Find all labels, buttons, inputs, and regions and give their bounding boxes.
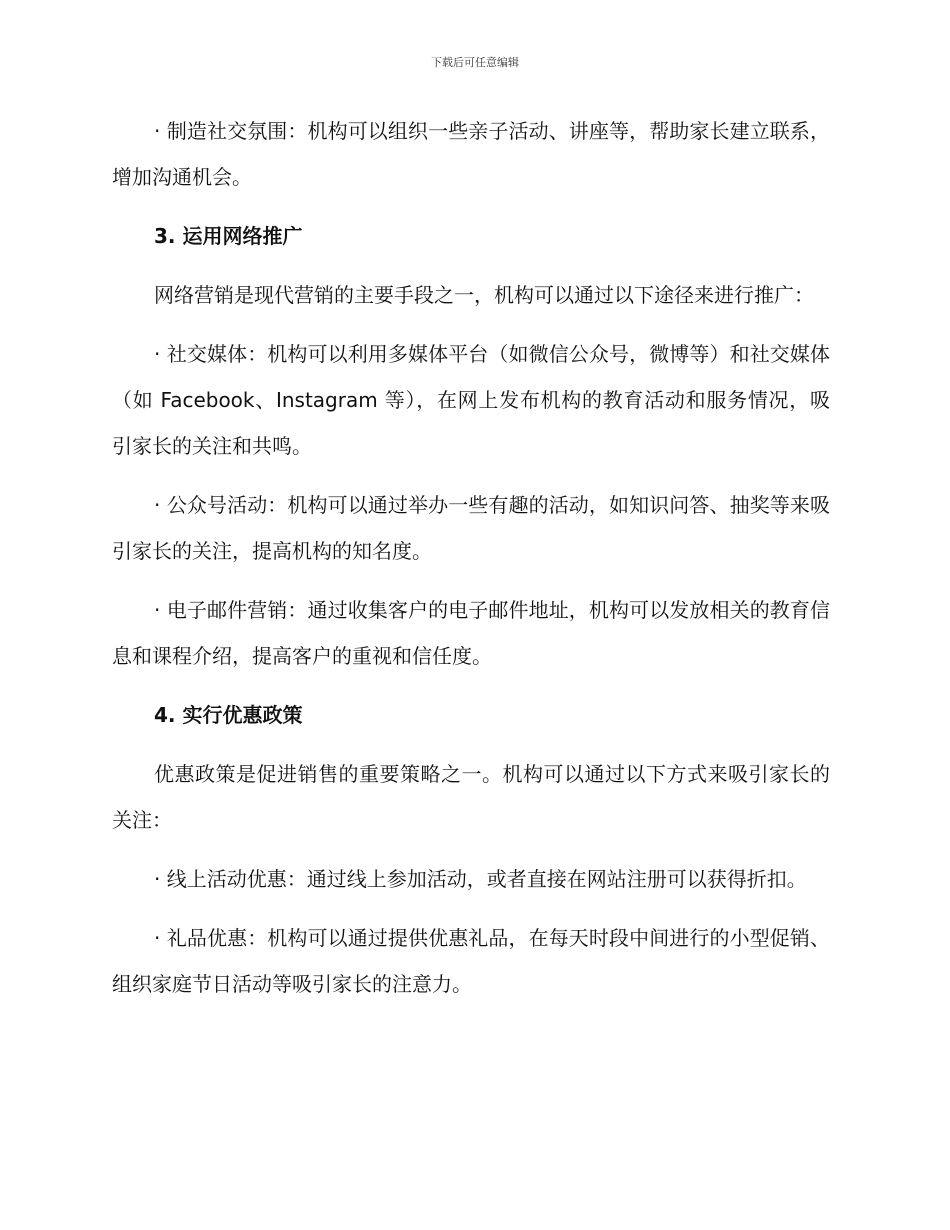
- section-heading-discount-policy: 4. 实行优惠政策: [154, 703, 303, 727]
- bullet-gift-discount: · 礼品优惠：机构可以通过提供优惠礼品，在每天时段中间进行的小型促销、组织家庭节日活动等吸引家长的注意力。: [112, 926, 830, 996]
- paragraph-discount-intro: 优惠政策是促进销售的重要策略之一。机构可以通过以下方式来吸引家长的关注：: [112, 762, 830, 832]
- bullet-social-atmosphere: · 制造社交氛围：机构可以组织一些亲子活动、讲座等，帮助家长建立联系，增加沟通机会。: [112, 119, 830, 189]
- bullet-official-account-activities: · 公众号活动：机构可以通过举办一些有趣的活动，如知识问答、抽奖等来吸引家长的关注，提高机构的知名度。: [112, 493, 830, 563]
- section-heading-online-promotion: 3. 运用网络推广: [154, 224, 303, 248]
- paragraph-online-marketing-intro: 网络营销是现代营销的主要手段之一，机构可以通过以下途径来进行推广：: [154, 283, 814, 307]
- bullet-online-discount: · 线上活动优惠：通过线上参加活动，或者直接在网站注册可以获得折扣。: [154, 867, 807, 891]
- bullet-email-marketing: · 电子邮件营销：通过收集客户的电子邮件地址，机构可以发放相关的教育信息和课程介绍，提高客户的重视和信任度。: [112, 598, 830, 668]
- page-header: 下载后可任意编辑: [431, 56, 519, 69]
- document-body: [112, 108, 830, 1020]
- bullet-social-media: · 社交媒体：机构可以利用多媒体平台（如微信公众号，微博等）和社交媒体（如 Facebook、Instagram 等），在网上发布机构的教育活动和服务情况，吸引家长的关注和共鸣。: [112, 342, 830, 458]
